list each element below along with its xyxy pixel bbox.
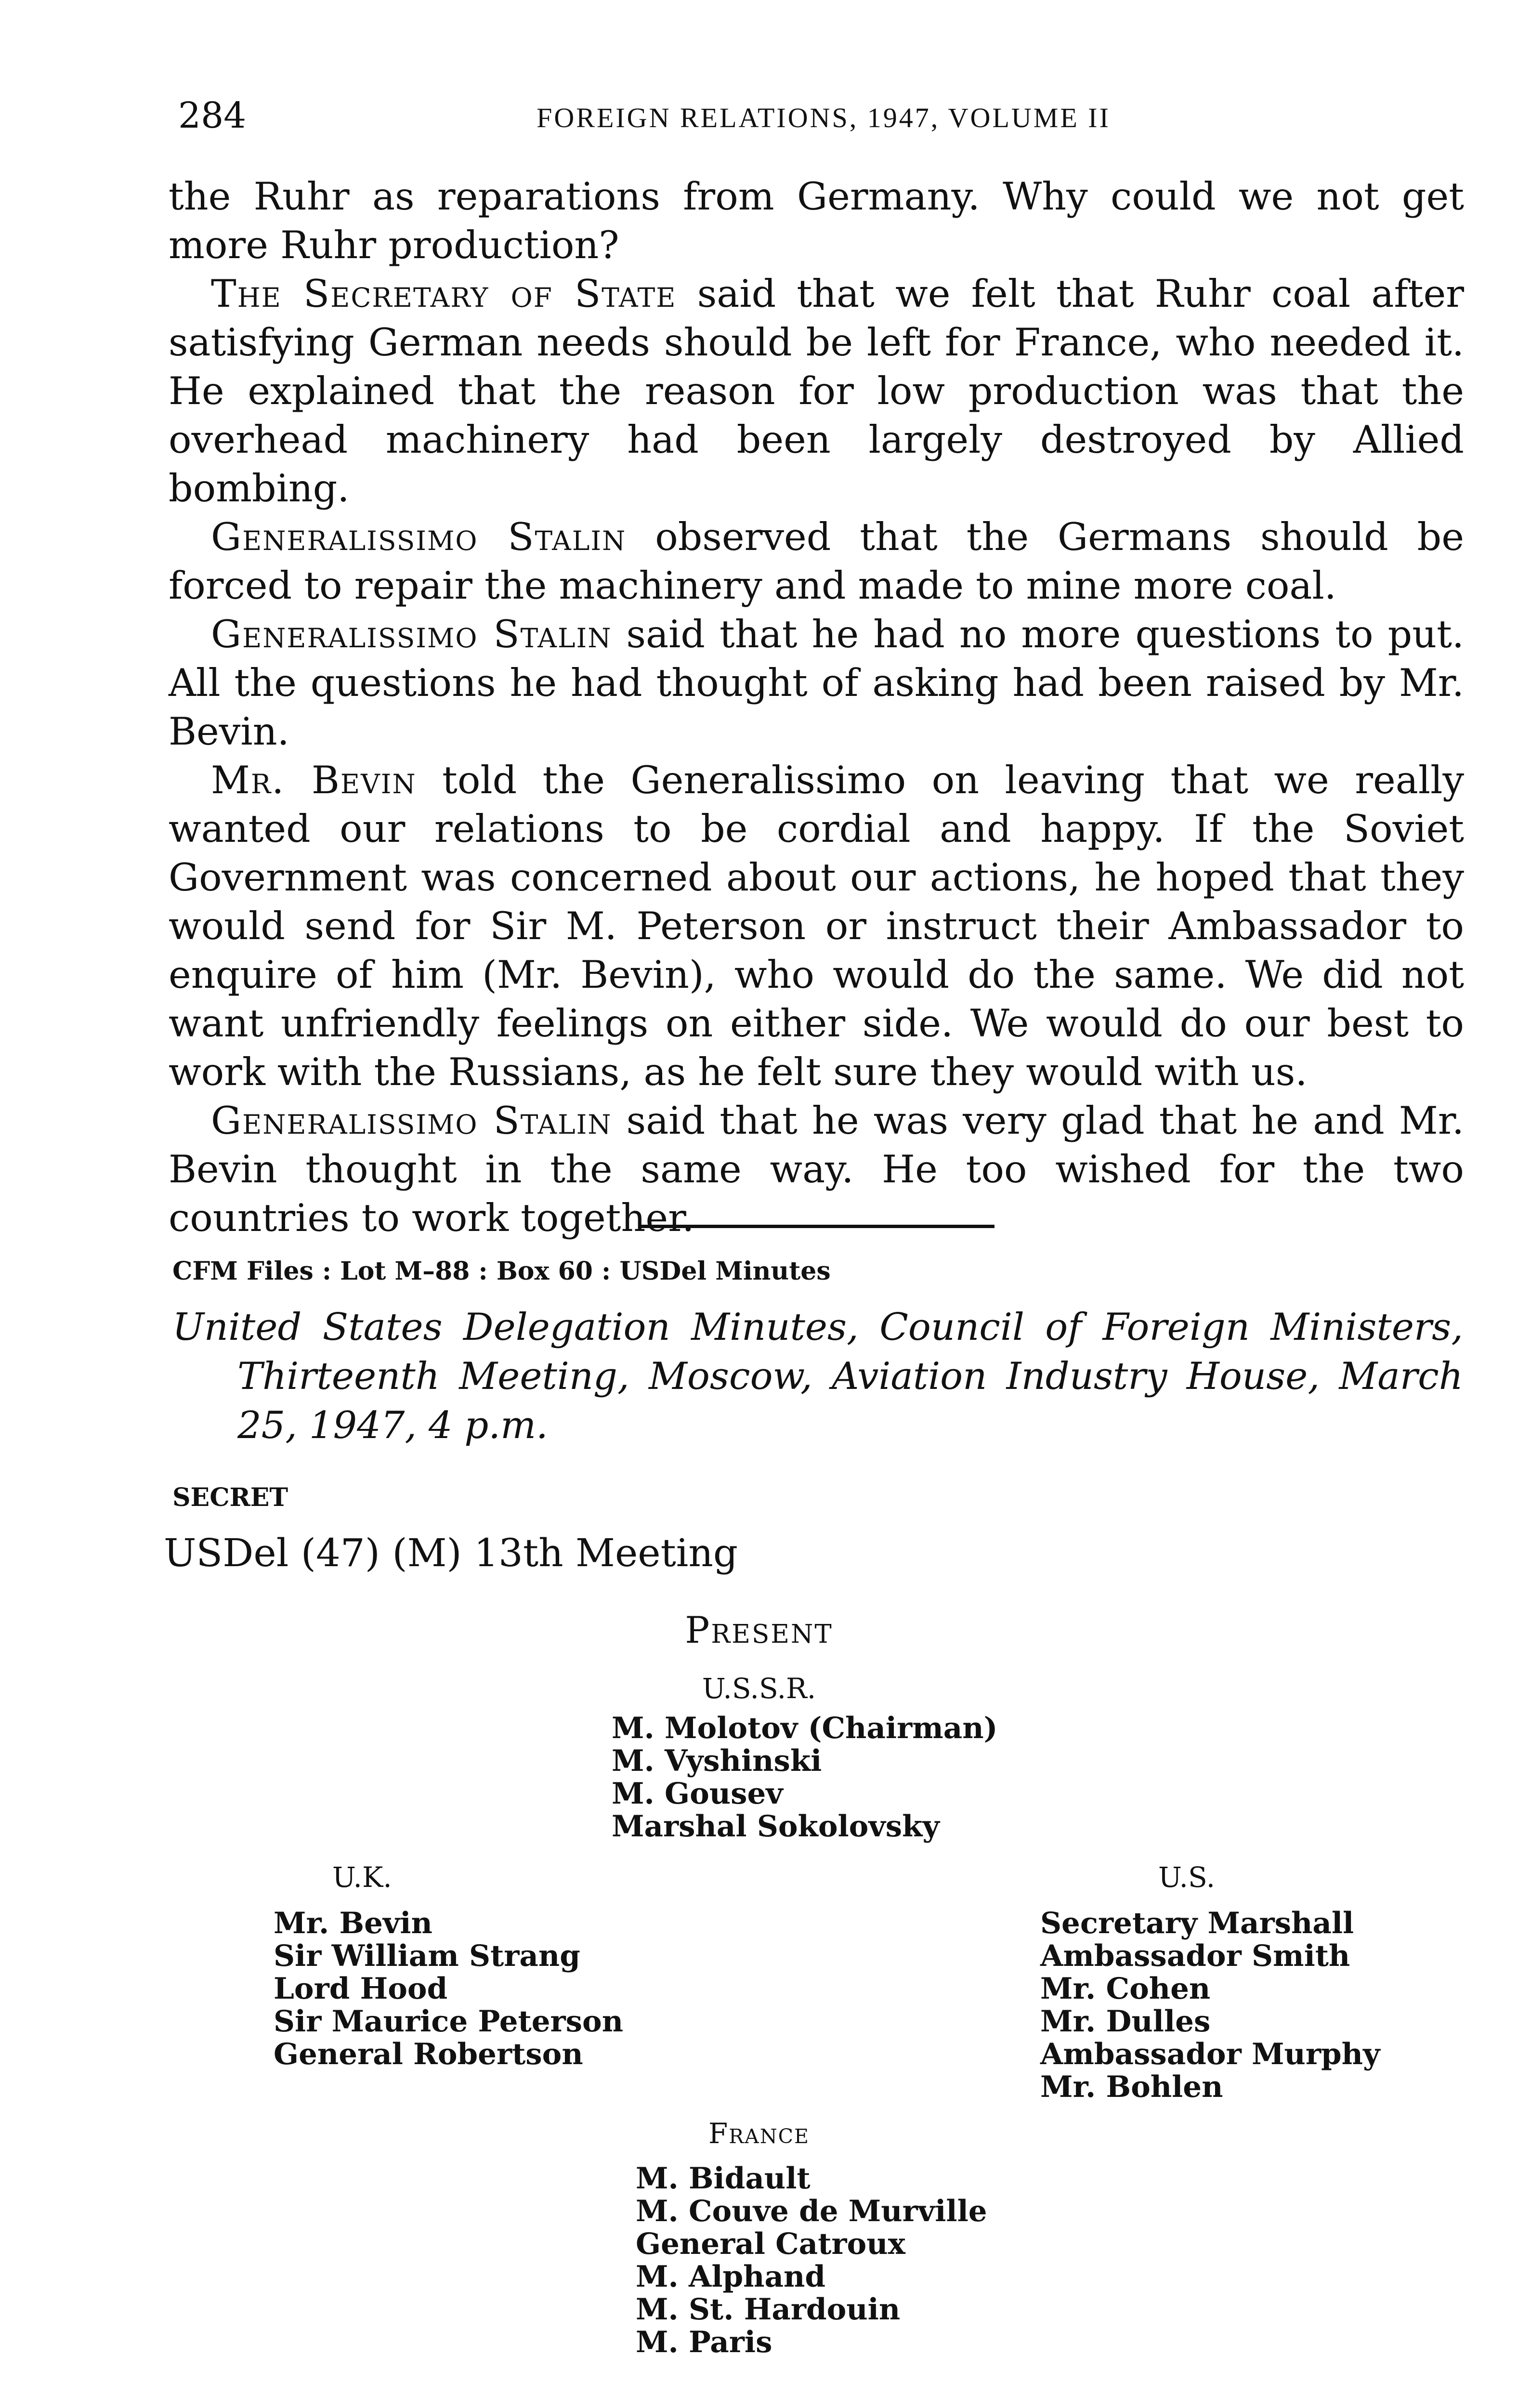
delegate-name: General Robertson [274,2037,583,2071]
delegate-name: M. Alphand [636,2260,826,2294]
delegate-name: Lord Hood [274,1972,448,2006]
delegate-name: Mr. Bohlen [1040,2070,1223,2104]
paragraph [169,1097,1464,1243]
paragraph [169,610,1464,756]
delegate-name: General Catroux [636,2227,905,2261]
paragraph [169,513,1464,610]
delegate-name: M. Gousev [612,1777,783,1811]
delegate-name: Sir Maurice Peterson [274,2004,624,2039]
running-head: FOREIGN RELATIONS, 1947, VOLUME II [537,102,1111,133]
speaker-name: Generalissimo Stalin [211,612,612,656]
delegate-name: M. Vyshinski [612,1744,822,1778]
paragraph-text: observed that the Germans should be forced to repair the machinery and made to mine more coal. [169,515,1464,608]
speaker-name: Mr. Bevin [211,758,417,802]
paragraph [169,270,1464,513]
paragraph-text: told the Generalissimo on leaving that we really wanted our relations to be cordial and happy. If the Soviet Government was concerned about our actions, he hoped that they would send for Sir M. Peterson or instruct their Ambassador to enquire of him (Mr. Bevin), who would do the same. We did not want unfriendly feelings on either side. We would do our best to work with the Russians, as he felt sure they would with us. [169,758,1464,1094]
delegate-name: Ambassador Murphy [1040,2037,1380,2071]
meeting-identifier: USDel (47) (M) 13th Meeting [164,1531,738,1575]
speaker-name: The Secretary of State [211,272,677,316]
paragraph-continuation: the Ruhr as reparations from Germany. Why could we not get more Ruhr production? [169,174,1464,267]
delegate-name: Mr. Bevin [274,1906,432,1940]
delegate-name: M. Couve de Murville [636,2194,987,2228]
delegate-name: Sir William Strang [274,1939,580,1973]
classification-label: SECRET [172,1483,288,1512]
page-header [178,92,1469,144]
paragraph-text: said that we felt that Ruhr coal after satisfying German needs should be left for France, who needed it. He explained that the reason for low production was that the overhead machinery had been largely destroyed by Allied bombing. [169,272,1464,510]
delegate-name: Secretary Marshall [1040,1906,1354,1940]
paragraph-text: said that he had no more questions to put. All the questions he had thought of asking had been raised by Mr. Bevin. [169,612,1464,754]
paragraph-text: said that he was very glad that he and Mr. Bevin thought in the same way. He too wished for the two countries to work together. [169,1099,1465,1240]
delegate-name: Marshal Sokolovsky [612,1809,940,1844]
delegation-heading-us: U.S. [1158,1861,1216,1894]
delegation-heading-uk: U.K. [332,1861,392,1894]
delegate-name: Ambassador Smith [1040,1939,1350,1973]
page-number: 284 [178,95,247,136]
delegation-list-uk [274,1907,623,2071]
delegate-name: M. Molotov (Chairman) [612,1711,998,1745]
speaker-name: Generalissimo Stalin [211,1099,612,1143]
delegation-list-ussr [612,1712,998,1843]
present-heading: Present [685,1609,833,1651]
section-divider [638,1225,995,1228]
speaker-name: Generalissimo Stalin [211,515,627,559]
delegate-name: Mr. Cohen [1040,1972,1211,2006]
delegation-heading-ussr: U.S.S.R. [702,1672,816,1705]
delegate-name: M. Bidault [636,2161,811,2196]
delegation-list-france [636,2162,987,2359]
paragraph [169,756,1464,1097]
delegate-name: M. Paris [636,2325,772,2359]
document-title: United States Delegation Minutes, Council of Foreign Ministers, Thirteenth Meeting, Moscow, Aviation Industry House, March 25, 1947, 4 p.m. [172,1306,1463,1447]
delegation-heading-france: France [708,2117,810,2150]
delegate-name: Mr. Dulles [1040,2004,1211,2039]
delegation-list-us [1040,1907,1380,2104]
body-text [169,172,1464,1243]
delegate-name: M. St. Hardouin [636,2292,901,2327]
file-source-line: CFM Files : Lot M–88 : Box 60 : USDel Minutes [172,1256,831,1286]
